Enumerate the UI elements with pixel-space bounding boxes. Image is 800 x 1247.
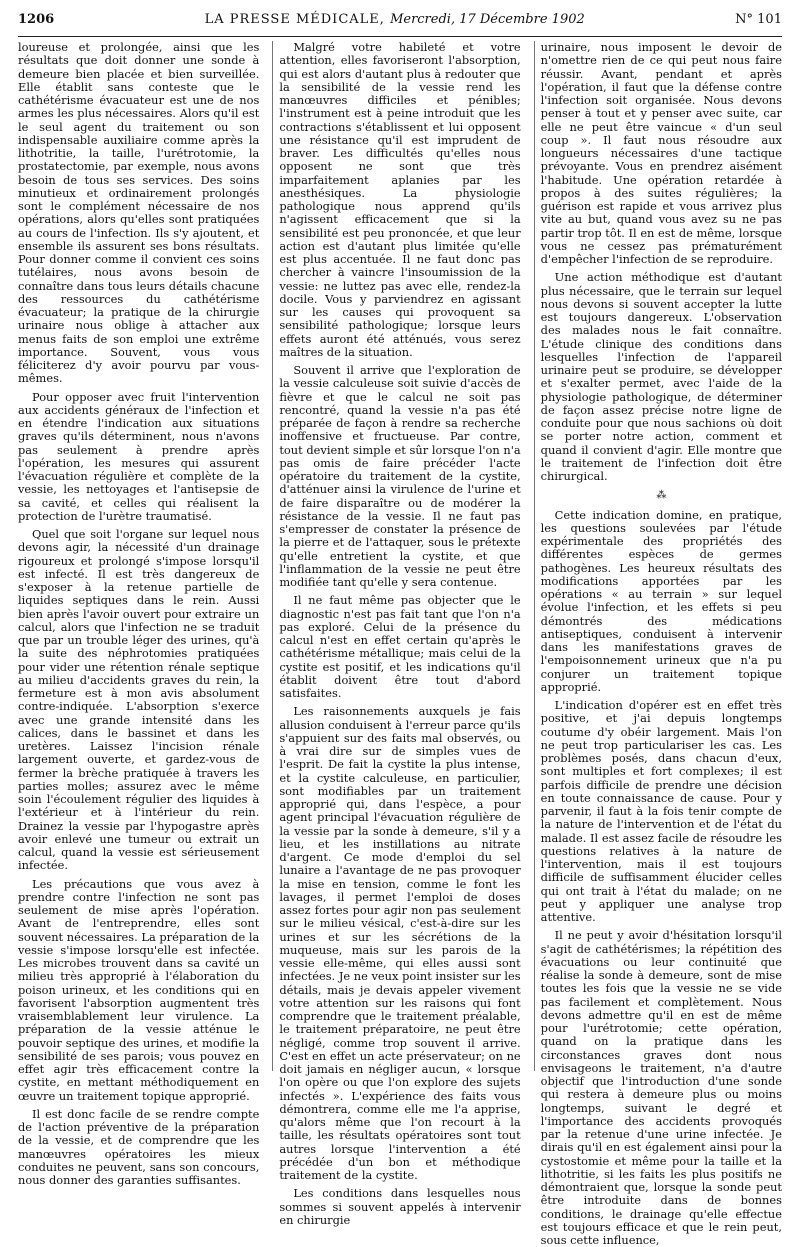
running-title [205, 12, 585, 27]
column-2 [272, 40, 521, 1227]
paragraph: Les précautions que vous avez à prendre contre l'infection ne sont pas seulement de mise après l'opération. Avant de l'entreprendre, elles sont souvent nécessaires. La préparation de la vessie s'impose lorsqu'elle est infectée. Les microbes trouvent dans sa cavité un milieu très approprié à l'élaboration du poison urineux, et les conditions qui en favorisent l'absorption augmentent très vraisemblablement leur virulence. La préparation de la vessie atténue le pouvoir septique des urines, et modifie la sensibilité de ses parois; vous pouvez en effet agir très efficacement contre la cystite, en mettant méthodiquement en œuvre un traitement topique approprié. [18, 876, 260, 1103]
header-rule [18, 36, 782, 37]
page-header [18, 12, 782, 36]
paragraph: Quel que soit l'organe sur lequel nous devons agir, la nécessité d'un drainage rigoureux et prolongé s'impose lorsqu'il est infecté. Il est très dangereux de s'exposer à la retenue partielle de liquides septiques dans le rein. Aussi bien après l'avoir ouvert pour extraire un calcul, alors que l'infection ne se traduit que par un trouble léger des urines, qu'à la suite des néphrotomies pratiquées pour vider une rétention rénale septique au milieu d'accidents graves du rein, la fermeture est à mon avis absolument contre-indiquée. L'absorption s'exerce avec une grande intensité dans les calices, dans le bassinet et dans les uretères. Laissez l'incision rénale largement ouverte, et gardez-vous de fermer la brèche pratiquée à travers les parties molles; assurez avec le même soin l'écoulement régulier des liquides à l'extérieur et à l'intérieur du rein. Drainez la vessie par l'hypogastre après avoir enlevé une tumeur ou extrait un calcul, quand la vessie est sérieusement infectée. [18, 527, 260, 873]
journal-name: LA PRESSE MÉDICALE, [204, 12, 385, 27]
paragraph: Une action méthodique est d'autant plus nécessaire, que le terrain sur lequel nous devons si souvent accepter la lutte est toujours dangereux. L'observation des malades nous le fait connaître. L'étude clinique des conditions dans lesquelles l'infection de l'appareil urinaire peut se produire, se développer et s'exalter permet, avec l'aide de la physiologie pathologique, de déterminer de façon assez précise notre ligne de conduite pour que nous sachions où doit se porter notre action, comment et quand il convient d'agir. Elle montre que le traitement de l'infection doit être chirurgical. [540, 270, 782, 483]
paragraph: Cette indication domine, en pratique, les questions soulevées par l'étude expérimentale des propriétés des différentes espèces de germes pathogènes. Les heureux résultats des modifications apportées par les opérations « au terrain » sur lequel évolue l'infection, et les effets si peu démontrés des médications antiseptiques, conduisent à intervenir dans les manifestations graves de l'empoisonnement urineux que n'a pu conjurer un traitement topique approprié. [540, 507, 782, 694]
page-number: 1206 [18, 12, 55, 27]
paragraph: L'indication d'opérer est en effet très positive, et j'ai depuis longtemps coutume d'y obéir largement. Mais l'on ne peut trop particulariser les cas. Les problèmes posés, dans chacun d'eux, sont multiples et fort complexes; il est parfois difficile de prendre une décision en toute connaissance de cause. Pour y parvenir, il faut à la fois tenir compte de la nature de l'intervention et de l'état du malade. Il est assez facile de résoudre les questions relatives à la nature de l'intervention, mais il est toujours difficile de suffisamment élucider celles qui ont trait à l'état du malade; on ne peut y appliquer une analyse trop attentive. [540, 698, 782, 924]
paragraph: Il est donc facile de se rendre compte de l'action préventive de la préparation de la vessie, et de comprendre que les manœuvres opératoires les mieux conduites ne peuvent, sans son concours, nous donner des garanties suffisantes. [18, 1106, 260, 1187]
paragraph: Pour opposer avec fruit l'intervention aux accidents généraux de l'infection et en étendre l'indication aux situations graves qu'ils déterminent, nous n'avons pas seulement à prendre après l'opération, les mesures qui assurent l'évacuation régulière et complète de la vessie, les nettoyages et l'antisepsie de sa cavité, et celles qui réalisent la protection de l'urètre traumatisé. [18, 389, 260, 523]
text-columns [18, 40, 782, 1247]
section-separator: ⁂ [656, 490, 667, 502]
paragraph: Il ne peut y avoir d'hésitation lorsqu'il s'agit de cathétérismes; la répétition des évacuations ou leur continuité que réalise la sonde à demeure, sont de mise toutes les fois que la vessie ne se vide pas facilement et complètement. Nous devons admettre qu'il en est de même pour l'urétrotomie; cette opération, quand on la pratique dans les circonstances graves dont nous envisageons le traitement, n'a d'autre objectif que l'introduction d'une sonde qui restera à demeure plus ou moins longtemps, suivant le degré et l'importance des accidents provoqués par la retenue d'une urine infectée. Je dirais qu'il en est également ainsi pour la cystostomie et même pour la taille et la lithotritie, si les faits les plus positifs ne démontraient que, lorsque la sonde peut être introduite dans de bonnes conditions, le drainage qu'elle effectue est toujours efficace et que le rein peut, sous cette influence, [540, 928, 782, 1247]
paragraph: Souvent il arrive que l'exploration de la vessie calculeuse soit suivie d'accès de fièvre et que le calcul ne soit pas rencontré, quand la vessie n'a pas été préparée de façon à rendre sa recherche inoffensive et fructueuse. Par contre, tout devient simple et sûr lorsque l'on n'a pas omis de faire précéder l'acte opératoire du traitement de la cystite, d'atténuer ainsi la virulence de l'urine et de faire disparaître ou de modérer la résistance de la vessie. Il ne faut pas s'empresser de constater la présence de la pierre et de l'attaquer, sous le prétexte qu'elle entretient la cystite, et que l'inflammation de la vessie ne peut être modifiée tant qu'elle y sera contenue. [279, 363, 521, 589]
paragraph: Malgré votre habileté et votre attention, elles favoriseront l'absorption, qui est alors d'autant plus à redouter que la sensibilité de la vessie rend les manœuvres difficiles et pénibles; l'instrument est à peine introduit que les contractions s'établissent et lui opposent une résistance qu'il est imprudent de braver. Les difficultés qu'elles nous opposent ne sont que très imparfaitement aplanies par les anesthésiques. La physiologie pathologique nous apprend qu'ils n'agissent efficacement que si la sensibilité est peu prononcée, et que leur action est d'autant plus limitée qu'elle est plus accentuée. Il ne faut donc pas chercher à vaincre l'insoumission de la vessie: ne luttez pas avec elle, rendez-la docile. Vous y parviendrez en agissant sur les causes qui provoquent sa sensibilité pathologique; lorsque leurs effets auront été atténués, vous serez maîtres de la situation. [279, 40, 521, 359]
column-3 [534, 40, 782, 1247]
issue-date: Mercredi, 17 Décembre 1902 [390, 12, 585, 27]
paragraph: Les conditions dans lesquelles nous sommes si souvent appelés à intervenir en chirurgie [279, 1186, 521, 1227]
paragraph: Il ne faut même pas objecter que le diagnostic n'est pas fait tant que l'on n'a pas exploré. Celui de la présence du calcul n'est en effet certain qu'après le cathétérisme métallique; mais celui de la cystite est positif, et les indications qu'il établit doivent être tout d'abord satisfaites. [279, 593, 521, 700]
paragraph: loureuse et prolongée, ainsi que les résultats que doit donner une sonde à demeure bien placée et bien surveillée. Elle établit sans conteste que le cathétérisme évacuateur est une de nos armes les plus nécessaires. Alors qu'il est le seul agent du traitement ou son indispensable auxiliaire comme après la lithotritie, la taille, l'urétrotomie, la prostatectomie, par exemple, nous avons besoin de tous ses services. Des soins minutieux et ordinairement prolongés sont le complément nécessaire de nos opérations, alors qu'elles sont pratiquées au cours de l'infection. Ils s'y ajoutent, et ensemble ils assurent ses bons résultats. Pour donner comme il convient ces soins tutélaires, nous avons besoin de connaître dans tous leurs détails chacune des ressources du cathétérisme évacuateur; la pratique de la chirurgie urinaire nous oblige à attacher aux menus faits de son emploi une extrême importance. Souvent, vous vous féliciterez d'y avoir pourvu par vous-mêmes. [18, 40, 260, 386]
paragraph: Les raisonnements auxquels je fais allusion conduisent à l'erreur parce qu'ils s'appuient sur des faits mal observés, ou à vrai dire sur de simples vues de l'esprit. De fait la cystite la plus intense, et la cystite calculeuse, en particulier, sont modifiables par un traitement approprié qui, dans l'espèce, a pour agent principal l'évacuation régulière de la vessie par la sonde à demeure, s'il y a lieu, et les instillations au nitrate d'argent. Ce mode d'emploi du sel lunaire a l'avantage de ne pas provoquer la mise en tension, comme le font les lavages, il permet l'emploi de doses assez fortes pour agir non pas seulement sur le milieu vésical, c'est-à-dire sur les urines et sur les sécrétions de la muqueuse, mais sur les parois de la vessie elle-même, qui elles aussi sont infectées. Je ne veux point insister sur les détails, mais je devais appeler vivement votre attention sur les raisons qui font comprendre que le traitement préalable, le traitement préparatoire, ne peut être négligé, comme trop souvent il arrive. C'est en effet un acte préservateur; on ne doit jamais en négliger aucun, « lorsque l'on opère ou que l'on explore des sujets infectés ». L'expérience des faits vous démontrera, comme elle me l'a apprise, qu'alors même que l'on recourt à la taille, les résultats opératoires sont tout autres lorsque l'intervention a été précédée d'un bon et méthodique traitement de la cystite. [279, 704, 521, 1182]
column-1 [18, 40, 260, 1187]
paragraph: urinaire, nous imposent le devoir de n'omettre rien de ce qui peut nous faire réussir. Avant, pendant et après l'opération, il faut que la défense contre l'infection soit organisée. Nous devons penser à tout et y penser avec suite, car elle ne peut être vaincue « d'un seul coup ». Il faut nous résoudre aux longueurs nécessaires d'une tactique prévoyante. Vous en prendrez aisément l'habitude. Une opération retardée à propos à des suites régulières; la guérison est rapide et vous arrivez plus vite au but, quand vous avez su ne pas partir trop tôt. Il en est de même, lorsque vous ne cessez pas prématurément d'empêcher l'infection de se reproduire. [540, 40, 782, 266]
issue-number: N° 101 [735, 12, 782, 27]
